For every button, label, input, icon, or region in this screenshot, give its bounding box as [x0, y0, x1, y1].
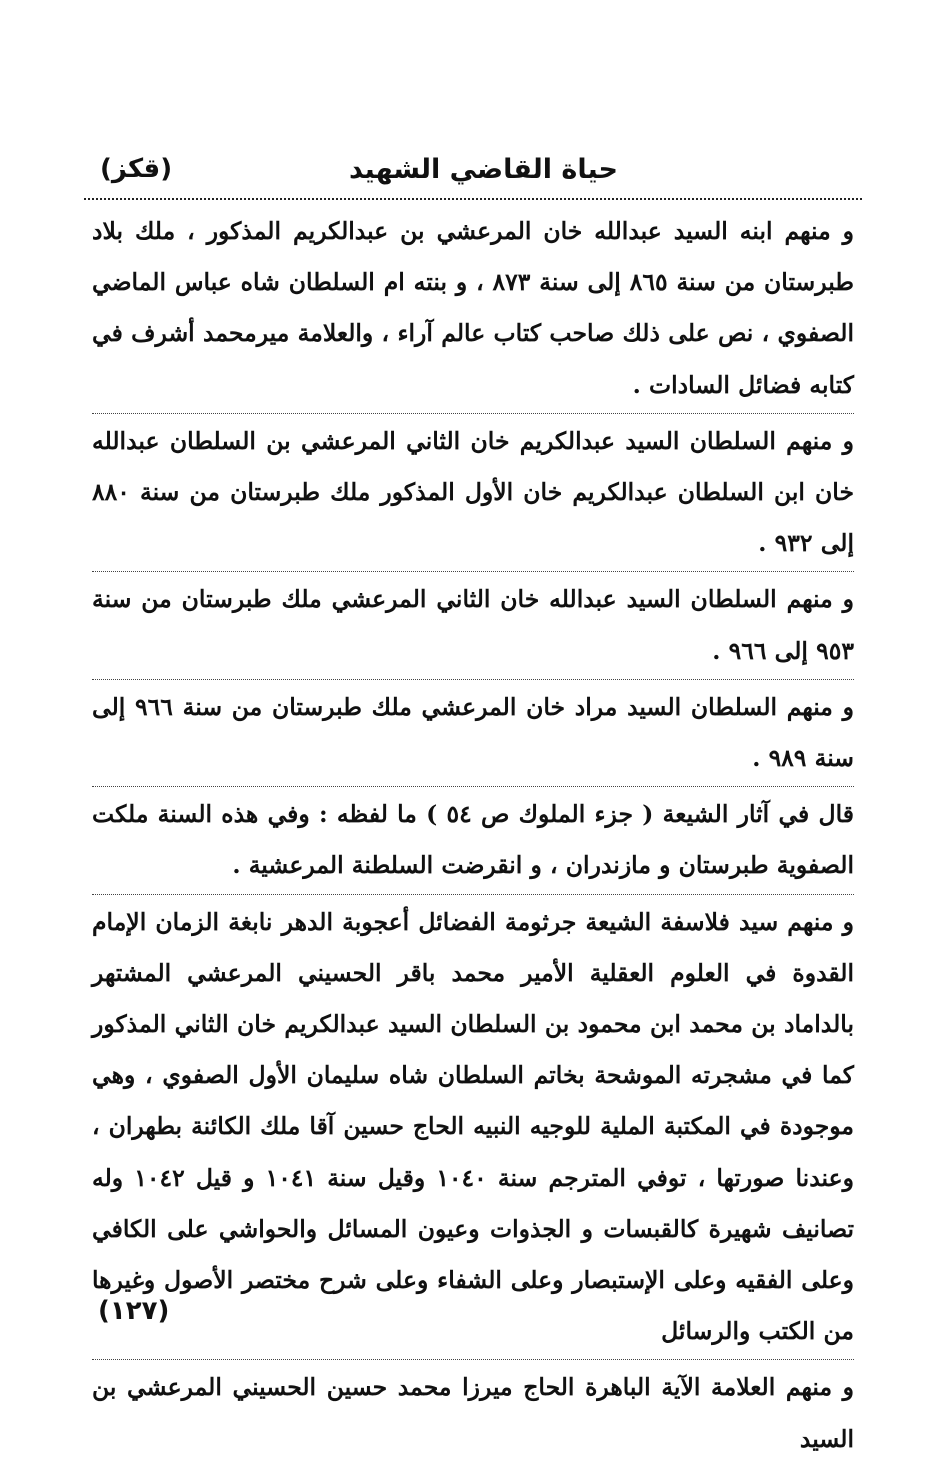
- paragraph-divider: [92, 1359, 854, 1360]
- paragraph-abdullah-khan-ii: و منهم السلطان السيد عبدالله خان الثاني المرعشي ملك طبرستان من سنة ٩٥٣ إلى ٩٦٦ .: [92, 585, 854, 665]
- header-title: حياة القاضي الشهيد: [348, 154, 618, 185]
- paragraph-divider: [92, 679, 854, 680]
- paragraph-murad-khan: و منهم السلطان السيد مراد خان المرعشي ملك طبرستان من سنة ٩٦٦ إلى سنة ٩٨٩ .: [92, 692, 854, 773]
- paragraph-divider: [92, 894, 854, 895]
- paragraph-divider: [92, 571, 854, 572]
- header-page-letters: (قكز): [100, 154, 173, 184]
- paragraph-abdullah-khan: و منهم ابنه السيد عبدالله خان المرعشي بن عبدالكريم المذكور ، ملك بلاد طبرستان من سنة ٨٦٥ إلى سنة ٨٧٣ ، و بنته ام السلطان شاه عباس الماضي الصفوي ، نص على ذلك صاحب كتاب عالم آراء ، والعلامة ميرمحمد أشرف في كتابه فضائل السادات .: [92, 217, 855, 399]
- paragraph-divider: [92, 413, 854, 414]
- paragraph-abdulkarim-khan-ii: و منهم السلطان السيد عبدالكريم خان الثاني المرعشي بن السلطان عبدالله خان ابن السلطان عبدالكريم خان الأول المذكور ملك طبرستان من سنة ٨٨٠ إلى ٩٣٢ .: [92, 426, 854, 558]
- page-number: (١٢٧): [98, 1296, 170, 1326]
- body-text: [92, 206, 854, 1465]
- paragraph-athar-al-shia-quote: قال في آثار الشيعة ( جزء الملوك ص ٥٤ ) ما لفظه : وفي هذه السنة ملكت الصفوية طبرستان و مازندران ، و انقرضت السلطنة المرعشية .: [92, 800, 854, 880]
- paragraph-divider: [92, 786, 854, 787]
- running-header: [86, 150, 858, 192]
- paragraph-mir-damad: و منهم سيد فلاسفة الشيعة جرثومة الفضائل أعجوبة الدهر نابغة الزمان الإمام القدوة في العلوم العقلية الأمير محمد باقر الحسيني المرعشي المشتهر بالداماد بن محمد ابن محمود بن السلطان السيد عبدالكريم خان الثاني المذكور كما في مشجرته الموشحة بخاتم السلطان شاه سليمان الأول الصفوي ، وهي موجودة في المكتبة الملية للوجيه النبيه الحاج حسين آقا ملك الكائنة بطهران ، وعندنا صورتها ، توفي المترجم سنة ١٠٤٠ وقيل سنة ١٠٤١ و قيل ١٠٤٢ وله تصانيف شهيرة كالقبسات و الجذوات وعيون المسائل والحواشي على الكافي وعلى الفقيه وعلى الإستبصار وعلى الشفاء وعلى شرح مختصر الأصول وغيرها من الكتب والرسائل: [92, 907, 854, 1346]
- paragraph-mirza-muhammad-husayn: و منهم العلامة الآية الباهرة الحاج ميرزا محمد حسين الحسيني المرعشي بن السيد: [92, 1373, 854, 1453]
- header-dotted-rule: [84, 198, 862, 200]
